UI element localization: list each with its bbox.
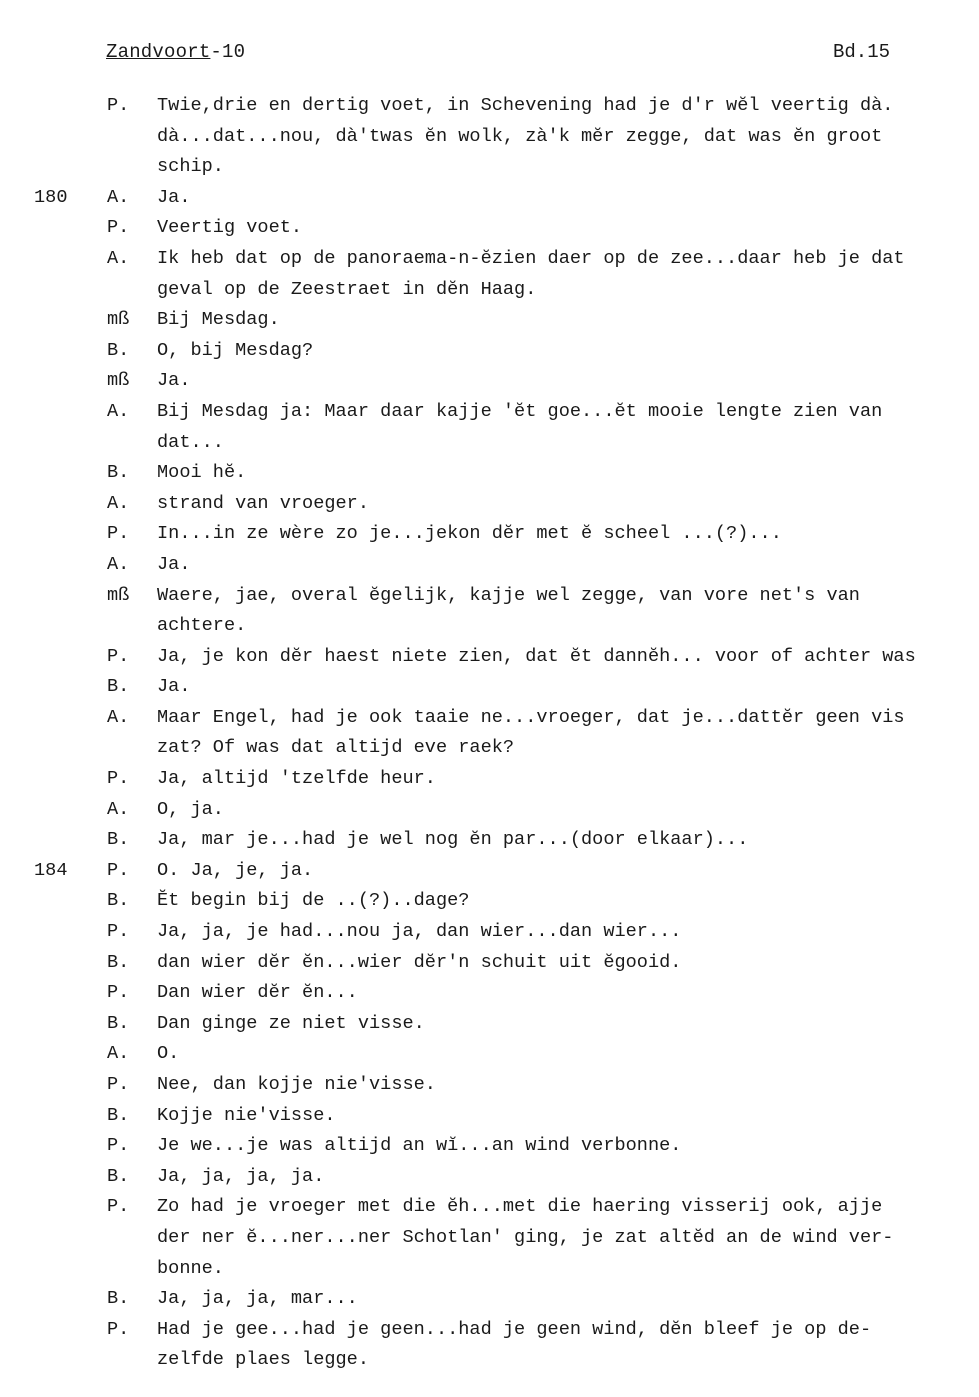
utterance-text: Ĕt begin bij de ..(?)..dage? <box>157 890 470 912</box>
speaker-label: A. <box>107 492 130 514</box>
utterance-text: Ja, mar je...had je wel nog ĕn par...(door elkaar)... <box>157 829 749 851</box>
transcript-line <box>0 948 979 979</box>
utterance-text: zelfde plaes legge. <box>157 1349 370 1371</box>
speaker-label: mß <box>107 370 130 392</box>
transcript-line <box>0 1009 979 1040</box>
speaker-label: P. <box>107 1196 130 1218</box>
speaker-label: B. <box>107 1165 130 1187</box>
document-page-reference: Bd.15 <box>833 41 891 63</box>
speaker-label: B. <box>107 676 130 698</box>
speaker-label: B. <box>107 951 130 973</box>
transcript-line <box>0 305 979 336</box>
line-number: 180 <box>34 186 68 208</box>
transcript-line <box>0 275 979 306</box>
speaker-label: P. <box>107 645 130 667</box>
transcript-line <box>0 733 979 764</box>
speaker-label: B. <box>107 462 130 484</box>
speaker-label: P. <box>107 523 130 545</box>
transcript-line <box>0 1070 979 1101</box>
speaker-label: A. <box>107 798 130 820</box>
utterance-text: Ja, ja, ja, ja. <box>157 1165 325 1187</box>
speaker-label: mß <box>107 309 130 331</box>
document-header-title <box>106 41 245 63</box>
transcript-line <box>0 1315 979 1346</box>
utterance-text: O, ja. <box>157 798 224 820</box>
transcript-line <box>0 397 979 428</box>
utterance-text: Ja. <box>157 370 191 392</box>
utterance-text: O, bij Mesdag? <box>157 339 314 361</box>
line-number: 184 <box>34 859 68 881</box>
speaker-label: B. <box>107 339 130 361</box>
utterance-text: strand van vroeger. <box>157 492 370 514</box>
transcript-line <box>0 1345 979 1376</box>
utterance-text: Veertig voet. <box>157 217 303 239</box>
utterance-text: Dan ginge ze niet visse. <box>157 1012 425 1034</box>
speaker-label: P. <box>107 1318 130 1340</box>
transcript-line <box>0 244 979 275</box>
speaker-label: P. <box>107 859 130 881</box>
transcript-line <box>0 703 979 734</box>
speaker-label: P. <box>107 1074 130 1095</box>
utterance-text: Ja. <box>157 553 191 575</box>
transcript-line <box>0 1223 979 1254</box>
speaker-label: B. <box>107 1288 130 1310</box>
speaker-label: B. <box>107 1012 130 1034</box>
utterance-text: Ja. <box>157 186 191 208</box>
header-title-underlined: Zandvoort <box>106 41 211 63</box>
utterance-text: Ik heb dat op de panoraema-n-ĕzien daer op de zee...daar heb je dat <box>157 247 905 269</box>
transcript-line <box>0 886 979 917</box>
utterance-text: dat... <box>157 431 224 453</box>
utterance-text: geval op de Zeestraet in dĕn Haag. <box>157 278 537 300</box>
speaker-label: P. <box>107 1135 130 1157</box>
transcript-line <box>0 1131 979 1162</box>
transcript-line <box>0 672 979 703</box>
utterance-text: Ja. <box>157 676 191 698</box>
transcript-line <box>0 611 979 642</box>
speaker-label: A. <box>107 1043 130 1065</box>
utterance-text: dan wier dĕr ĕn...wier dĕr'n schuit uit ĕgooid. <box>157 951 682 973</box>
utterance-text: Kojje nie'visse. <box>157 1104 336 1126</box>
transcript-line <box>0 1101 979 1132</box>
utterance-text: Ja, je kon dĕr haest niete zien, dat ĕt dannĕh... voor of achter was <box>157 645 916 667</box>
utterance-text: Dan wier dĕr ĕn... <box>157 982 358 1004</box>
speaker-label: A. <box>107 706 130 728</box>
transcript-line <box>0 825 979 856</box>
speaker-label: A. <box>107 247 130 269</box>
utterance-text: In...in ze wère zo je...jekon dĕr met ĕ scheel ...(?)... <box>157 523 782 545</box>
transcript-line <box>0 91 979 122</box>
transcript-line <box>0 1192 979 1223</box>
utterance-text: Ja, altijd 'tzelfde heur. <box>157 768 436 790</box>
utterance-text: Zo had je vroeger met die ĕh...met die haering visserij ook, ajje <box>157 1196 883 1218</box>
transcript-line <box>0 183 979 214</box>
transcript-line <box>0 428 979 459</box>
transcript-line <box>0 366 979 397</box>
transcript-line <box>0 1162 979 1193</box>
utterance-text: zat? Of was dat altijd eve raek? <box>157 737 515 759</box>
utterance-text: der ner ĕ...ner...ner Schotlan' ging, je zat altĕd an de wind ver- <box>157 1226 894 1248</box>
transcript-line <box>0 1254 979 1285</box>
speaker-label: P. <box>107 982 130 1004</box>
utterance-text: O. <box>157 1043 180 1065</box>
speaker-label: P. <box>107 217 130 239</box>
utterance-text: Ja, ja, ja, mar... <box>157 1288 358 1310</box>
transcript-body <box>0 91 979 1376</box>
transcript-line <box>0 458 979 489</box>
transcript-line <box>0 152 979 183</box>
speaker-label: P. <box>107 921 130 943</box>
utterance-text: Mooi hĕ. <box>157 462 247 484</box>
utterance-text: Twie,drie en dertig voet, in Schevening had je d'r wĕl veertig dà. <box>157 95 894 116</box>
utterance-text: Nee, dan kojje nie'visse. <box>157 1074 436 1095</box>
transcript-line <box>0 489 979 520</box>
utterance-text: achtere. <box>157 615 247 637</box>
transcript-line <box>0 1284 979 1315</box>
utterance-text: Ja, ja, je had...nou ja, dan wier...dan wier... <box>157 921 682 943</box>
speaker-label: B. <box>107 829 130 851</box>
speaker-label: B. <box>107 1104 130 1126</box>
speaker-label: A. <box>107 186 130 208</box>
transcript-line <box>0 978 979 1009</box>
speaker-label: P. <box>107 95 130 116</box>
utterance-text: Maar Engel, had je ook taaie ne...vroeger, dat je...dattĕr geen vis <box>157 706 905 728</box>
transcript-line <box>0 856 979 887</box>
transcript-line <box>0 642 979 673</box>
speaker-label: A. <box>107 400 130 422</box>
utterance-text: Je we...je was altijd an wĭ...an wind verbonne. <box>157 1135 682 1157</box>
speaker-label: B. <box>107 890 130 912</box>
transcript-line <box>0 917 979 948</box>
transcript-line <box>0 1039 979 1070</box>
transcript-line <box>0 336 979 367</box>
transcript-line <box>0 213 979 244</box>
speaker-label: mß <box>107 584 130 606</box>
utterance-text: dà...dat...nou, dà'twas ĕn wolk, zà'k mĕr zegge, dat was ĕn groot <box>157 125 883 147</box>
utterance-text: O. Ja, je, ja. <box>157 859 314 881</box>
utterance-text: Waere, jae, overal ĕgelijk, kajje wel zegge, van vore net's van <box>157 584 860 606</box>
transcript-line <box>0 795 979 826</box>
utterance-text: bonne. <box>157 1257 224 1279</box>
transcript-line <box>0 519 979 550</box>
transcript-line <box>0 581 979 612</box>
transcript-line <box>0 122 979 153</box>
utterance-text: schip. <box>157 156 224 178</box>
utterance-text: Bij Mesdag ja: Maar daar kajje 'ĕt goe...ĕt mooie lengte zien van <box>157 400 883 422</box>
transcript-line <box>0 550 979 581</box>
transcript-line <box>0 764 979 795</box>
utterance-text: Bij Mesdag. <box>157 309 280 331</box>
speaker-label: A. <box>107 553 130 575</box>
speaker-label: P. <box>107 768 130 790</box>
header-title-suffix: -10 <box>210 41 246 63</box>
utterance-text: Had je gee...had je geen...had je geen wind, dĕn bleef je op de- <box>157 1318 872 1340</box>
